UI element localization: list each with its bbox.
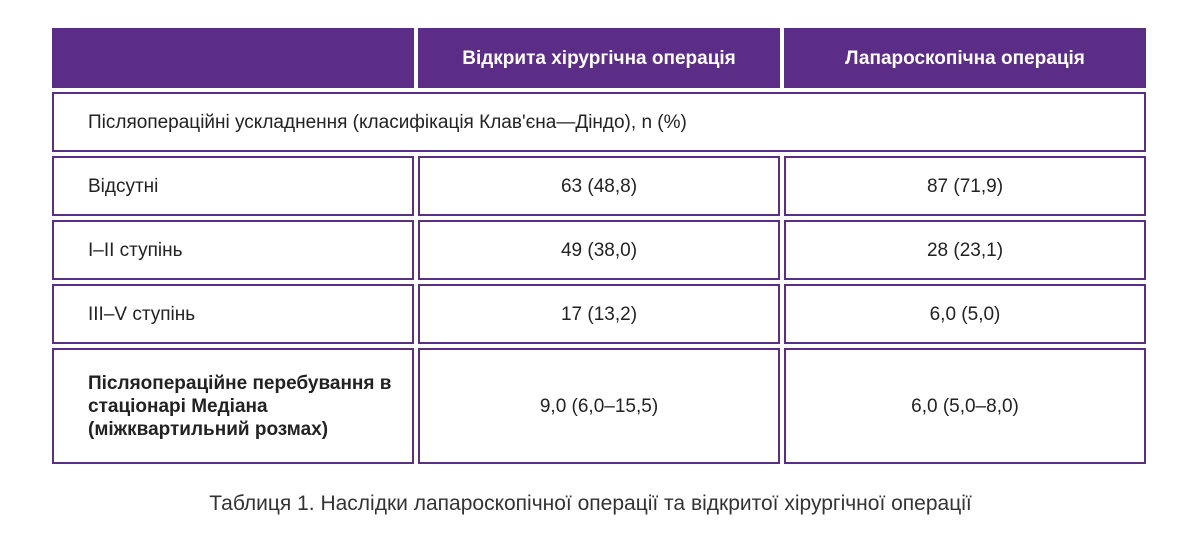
table-row [52, 156, 1146, 216]
table-header-row [52, 28, 1146, 88]
header-laparoscopic: Лапароскопічна операція [784, 28, 1146, 88]
table-row-hospital-stay [52, 348, 1146, 464]
results-table-container [48, 24, 1142, 468]
row-label: III–V ступінь [52, 284, 414, 344]
hospital-stay-lap-value: 6,0 (5,0–8,0) [784, 348, 1146, 464]
header-open-surgery: Відкрита хірургічна операція [418, 28, 780, 88]
table-caption: Таблиця 1. Наслідки лапароскопічної операції та відкритої хірургічної операції [209, 492, 972, 515]
hospital-stay-label: Післяопераційне перебування в стаціонарі Медіана (міжквартильний розмах) [52, 348, 414, 464]
section-title: Післяопераційні ускладнення (класифікація Клав'єна—Діндо), n (%) [52, 92, 1146, 152]
open-surgery-value: 63 (48,8) [418, 156, 780, 216]
row-label: Відсутні [52, 156, 414, 216]
header-blank-cell [52, 28, 414, 88]
open-surgery-value: 17 (13,2) [418, 284, 780, 344]
laparoscopic-value: 28 (23,1) [784, 220, 1146, 280]
results-table [48, 24, 1150, 468]
open-surgery-value: 49 (38,0) [418, 220, 780, 280]
table-row [52, 284, 1146, 344]
hospital-stay-open-value: 9,0 (6,0–15,5) [418, 348, 780, 464]
laparoscopic-value: 87 (71,9) [784, 156, 1146, 216]
section-row-complications [52, 92, 1146, 152]
laparoscopic-value: 6,0 (5,0) [784, 284, 1146, 344]
table-row [52, 220, 1146, 280]
row-label: I–II ступінь [52, 220, 414, 280]
